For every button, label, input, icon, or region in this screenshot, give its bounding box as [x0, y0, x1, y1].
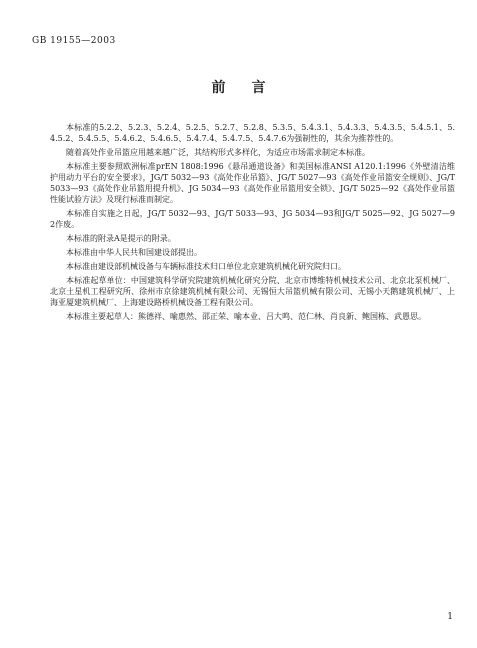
page-title: 前言: [211, 80, 292, 96]
paragraph-drafters: 本标准主要起草人：熊德祥、喻惠然、邵正荣、喻本业、吕大鸣、范仁林、肖良新、鲍国栋、武愚思。: [66, 311, 426, 321]
foreword-body: [50, 122, 455, 325]
paragraph-proposer: 本标准由中华人民共和国建设部提出。: [66, 248, 202, 257]
paragraph-appendix: 本标准的附录A是提示的附录。: [66, 234, 176, 244]
page-number: 1: [447, 612, 453, 622]
paragraph-superseded: 本标准自实施之日起，JG/T 5032—93、JG/T 5033—93、JG 5034—93和JG/T 5025—92、JG 5027—92作废。: [50, 209, 455, 230]
paragraph-mandatory-clauses: 本标准的5.2.2、5.2.3、5.2.4、5.2.5、5.2.7、5.2.8、5.3.5、5.4.3.1、5.4.3.3、5.4.3.5、5.4.5.1、5.4.5.2、5.4.5.5、5.4.6.2、5.4.6.5、5.4.7.4、5.4.7.5、5.4.7.6为强制性的，其余为推荐性的。: [50, 123, 455, 144]
paragraph-drafting-units: 本标准起草单位：中国建筑科学研究院建筑机械化研究分院、北京市博维特机械技术公司、北京北泵机械厂、北京土星机工程研究所、徐州市京徐建筑机械有限公司、无锡恒大吊篮机械有限公司、无锡小天鹅建筑机械厂、上海亚厦建筑机械厂、上海建设路桥机械设备工程有限公司。: [50, 275, 455, 307]
paragraph-administrator: 本标准由建设部机械设备与车辆标准技术归口单位北京建筑机械化研究院归口。: [66, 261, 346, 271]
paragraph-references: 本标准主要参照欧洲标准prEN 1808:1996《悬吊通道设备》和美国标准ANSI A120.1:1996《外壁清洁维护用动力平台的安全要求》，JG/T 5032—93《高处作业吊篮》、JG/T 5027—93《高处作业吊篮安全规则》、JG/T 5033—93《高处作业吊篮用提升机》、JG 5034—93《高处作业吊篮用安全锁》、JG/T 5025—92《高处作业吊篮性能试验方法》及现行标准而制定。: [50, 161, 455, 205]
standard-code-header: GB 19155—2003: [32, 36, 116, 46]
paragraph-background: 随着高处作业吊篮应用越来越广泛，其结构形式多样化，为适应市场需求制定本标准。: [66, 148, 370, 157]
